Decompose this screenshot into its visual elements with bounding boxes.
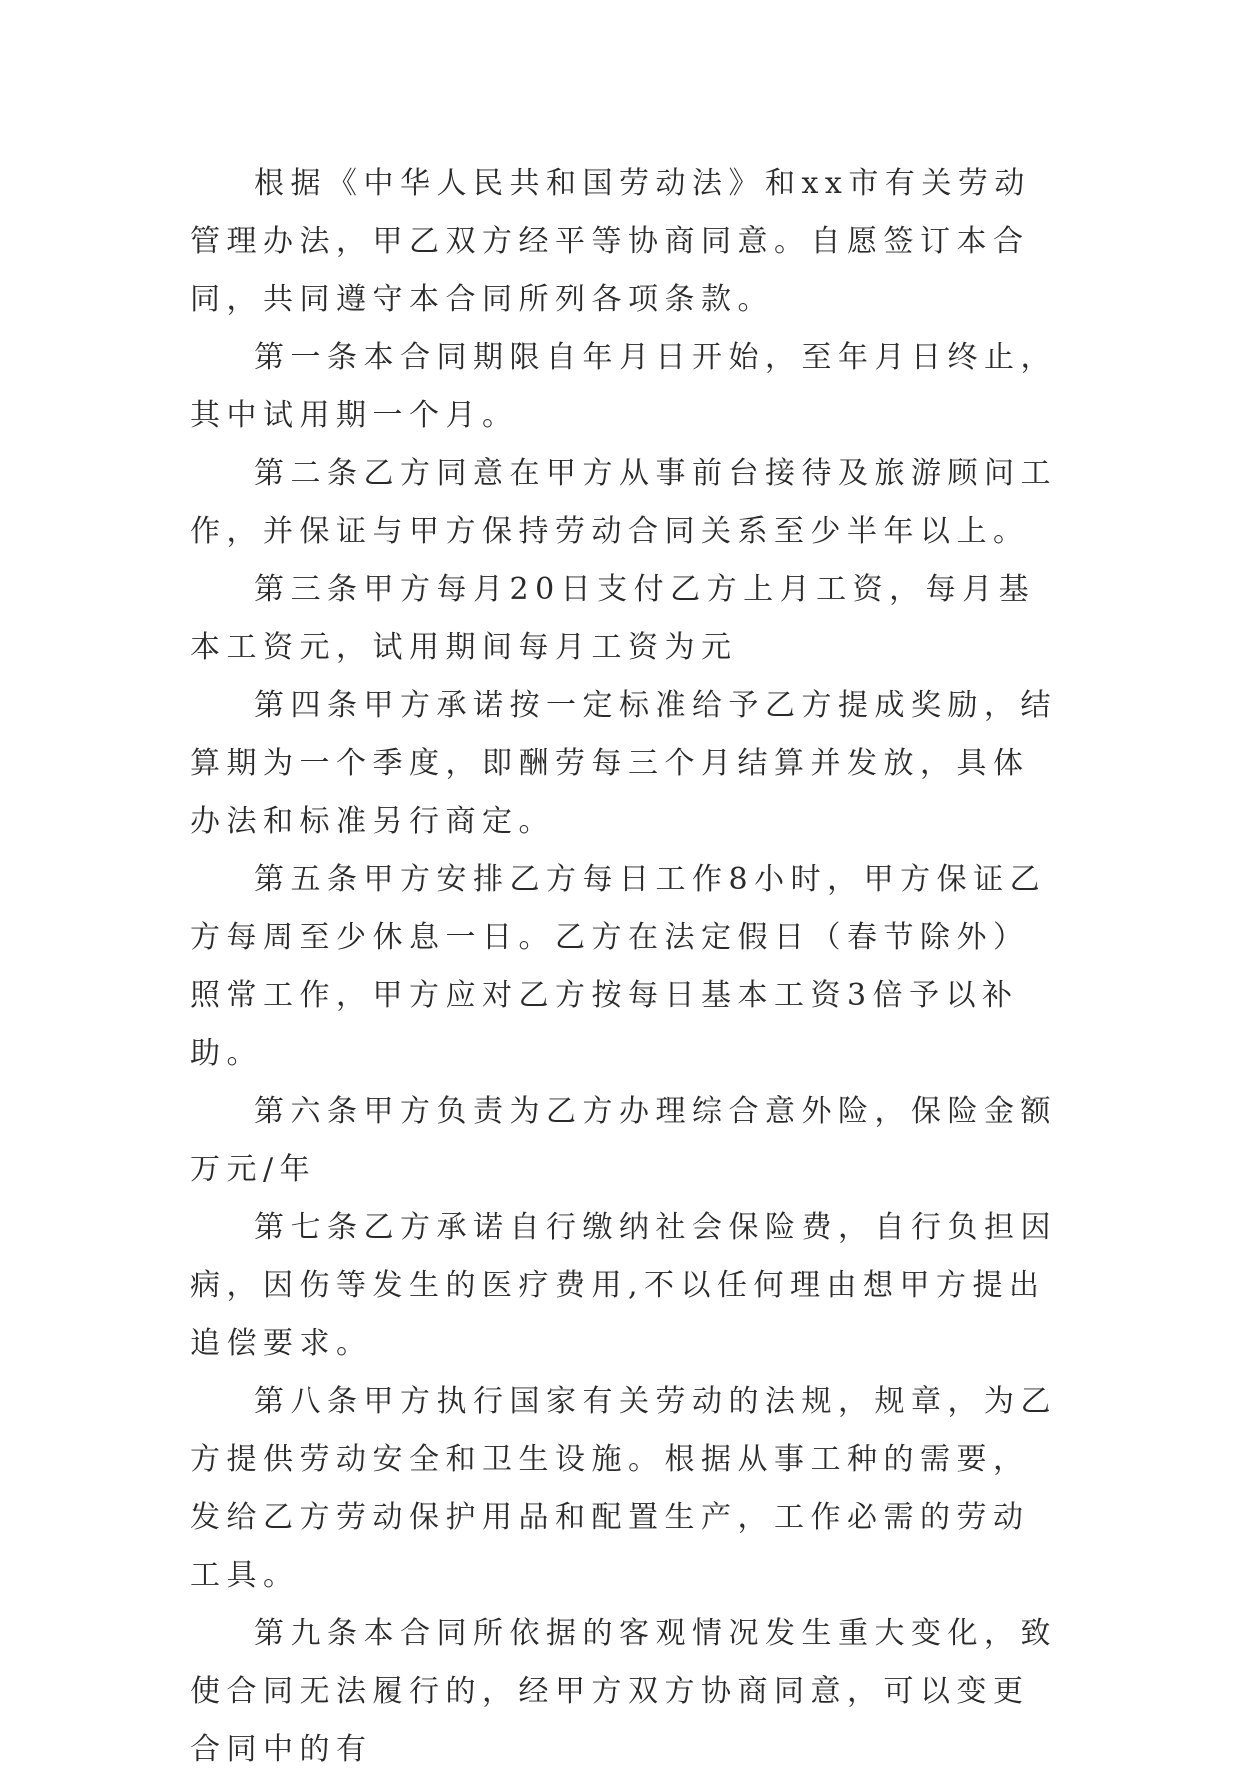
paragraph-article-5: 第五条甲方安排乙方每日工作8小时，甲方保证乙方每周至少休息一日。乙方在法定假日（春节除外）照常工作，甲方应对乙方按每日基本工资3倍予以补助。 — [190, 862, 1047, 1071]
paragraph-article-1: 第一条本合同期限自年月日开始，至年月日终止，其中试用期一个月。 — [190, 340, 1057, 433]
document-body — [190, 155, 1060, 1779]
paragraph-article-6: 第六条甲方负责为乙方办理综合意外险，保险金额万元/年 — [190, 1094, 1057, 1187]
paragraph-article-7: 第七条乙方承诺自行缴纳社会保险费，自行负担因病，因伤等发生的医疗费用,不以任何理由想甲方提出追偿要求。 — [190, 1210, 1057, 1361]
paragraph-article-8: 第八条甲方执行国家有关劳动的法规，规章，为乙方提供劳动安全和卫生设施。根据从事工种的需要，发给乙方劳动保护用品和配置生产，工作必需的劳动工具。 — [190, 1384, 1057, 1593]
paragraph-article-3: 第三条甲方每月20日支付乙方上月工资，每月基本工资元，试用期间每月工资为元 — [190, 572, 1036, 665]
paragraph-article-2: 第二条乙方同意在甲方从事前台接待及旅游顾问工作，并保证与甲方保持劳动合同关系至少半年以上。 — [190, 456, 1057, 549]
paragraph-preamble: 根据《中华人民共和国劳动法》和xx市有关劳动管理办法，甲乙双方经平等协商同意。自愿签订本合同，共同遵守本合同所列各项条款。 — [190, 166, 1031, 317]
paragraph-article-9: 第九条本合同所依据的客观情况发生重大变化，致使合同无法履行的，经甲方双方协商同意，可以变更合同中的有 — [190, 1616, 1057, 1767]
paragraph-article-4: 第四条甲方承诺按一定标准给予乙方提成奖励，结算期为一个季度，即酬劳每三个月结算并发放，具体办法和标准另行商定。 — [190, 688, 1057, 839]
